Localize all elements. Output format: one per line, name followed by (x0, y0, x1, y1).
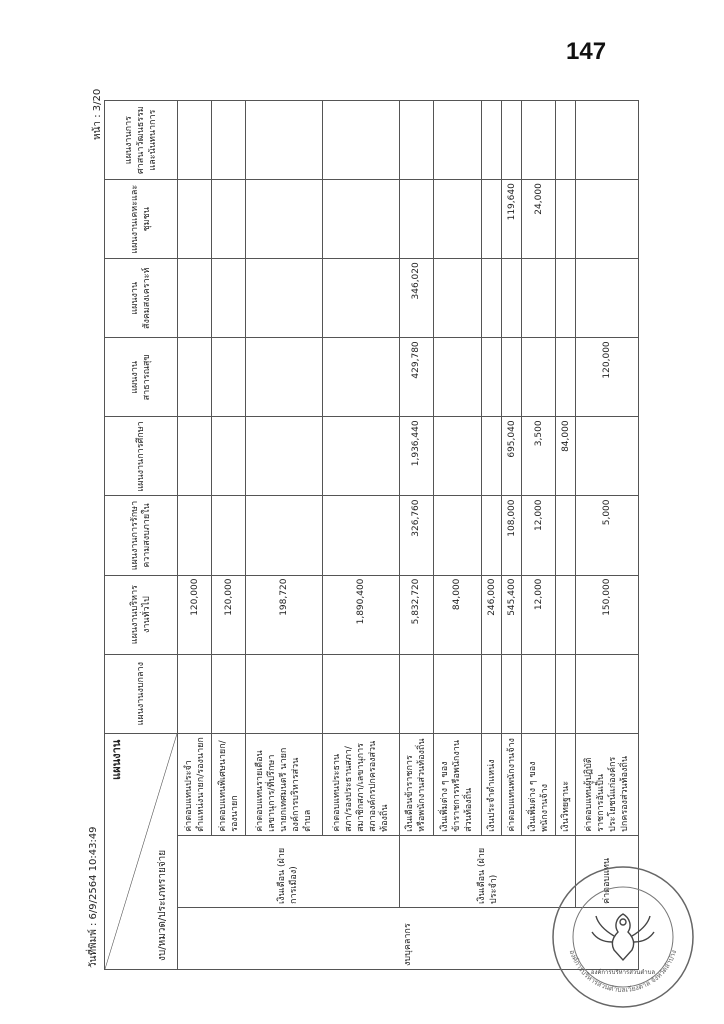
value-cell (556, 180, 576, 259)
value-cell (482, 417, 502, 496)
value-cell: 198,720 (246, 575, 323, 654)
value-cell (576, 417, 639, 496)
table-row (178, 101, 212, 970)
value-cell (178, 496, 212, 575)
value-cell (556, 496, 576, 575)
value-cell (502, 259, 522, 338)
row-label: เงินเพิ่มต่าง ๆ ของข้าราชการหรือพนักงานส่วนท้องถิ่น (433, 733, 481, 835)
row-label: ค่าตอบแทนผู้ปฏิบัติราชการอันเป็นประโยชน์แก่องค์กรปกครองส่วนท้องถิ่น (576, 733, 639, 835)
value-cell (178, 338, 212, 417)
column-header: แผนงานการศึกษา (105, 417, 178, 496)
value-cell: 246,000 (482, 575, 502, 654)
value-cell (323, 180, 400, 259)
group-salary-political-cell: เงินเดือน (ฝ่ายการเมือง) (178, 835, 400, 907)
value-cell (246, 101, 323, 180)
value-cell (482, 259, 502, 338)
page-indicator: หน้า : 3/20 (92, 88, 103, 140)
value-cell (399, 180, 433, 259)
column-header: แผนงานการรักษาความสงบภายใน (105, 496, 178, 575)
column-header: แผนงานสังคมสงเคราะห์ (105, 259, 178, 338)
value-cell (323, 417, 400, 496)
value-cell (482, 338, 502, 417)
value-cell (323, 496, 400, 575)
row-label: ค่าตอบแทนประธานสภา/รองประธานสภา/สมาชิกสภา/เลขานุการสภาองค์กรปกครองส่วนท้องถิ่น (323, 733, 400, 835)
print-date: วันที่พิมพ์ : 6/9/2564 10:43:49 (88, 826, 99, 968)
value-cell (556, 338, 576, 417)
value-cell (212, 338, 246, 417)
column-header: แผนงานการศาสนาวัฒนธรรม และนันทนาการ (105, 101, 178, 180)
value-cell (323, 654, 400, 733)
row-label: ค่าตอบแทนพิเศษนายก/รองนายก (212, 733, 246, 835)
value-cell (178, 417, 212, 496)
value-cell (522, 101, 556, 180)
value-cell: 120,000 (212, 575, 246, 654)
value-cell: 326,760 (399, 496, 433, 575)
row-label: ค่าตอบแทนประจำตำแหน่งนายก/รองนายก (178, 733, 212, 835)
value-cell: 150,000 (576, 575, 639, 654)
value-cell (178, 101, 212, 180)
value-cell: 108,000 (502, 496, 522, 575)
value-cell (178, 180, 212, 259)
value-cell (212, 180, 246, 259)
value-cell (576, 180, 639, 259)
value-cell (433, 180, 481, 259)
value-cell: 84,000 (556, 417, 576, 496)
value-cell (433, 101, 481, 180)
value-cell: 119,640 (502, 180, 522, 259)
value-cell (556, 654, 576, 733)
value-cell: 1,936,440 (399, 417, 433, 496)
value-cell (212, 496, 246, 575)
row-label: ค่าตอบแทนรายเดือนเลขานุการ/ที่ปรึกษานายกเทศมนตรี นายกองค์การบริหารส่วนตำบล (246, 733, 323, 835)
seal-center-text: องค์การบริหารส่วนตำบล (590, 969, 656, 976)
value-cell (246, 180, 323, 259)
header-category-label: งบ/หมวด/ประเภทรายจ่าย (157, 849, 168, 961)
value-cell: 84,000 (433, 575, 481, 654)
value-cell (323, 338, 400, 417)
budget-table-container (104, 100, 639, 970)
table-row (399, 101, 433, 970)
value-cell (556, 575, 576, 654)
value-cell (482, 101, 502, 180)
value-cell (178, 654, 212, 733)
group-salary-regular-cell: เงินเดือน (ฝ่ายประจำ) (399, 835, 576, 907)
row-label: เงินเพิ่มต่าง ๆ ของพนักงานจ้าง (522, 733, 556, 835)
value-cell (433, 496, 481, 575)
value-cell: 1,890,400 (323, 575, 400, 654)
header-plan-label: แผนงาน (110, 739, 123, 780)
value-cell (576, 654, 639, 733)
garuda-emblem-icon (592, 914, 654, 960)
official-seal-stamp (548, 862, 698, 1012)
budget-table (104, 100, 639, 970)
value-cell: 5,000 (576, 496, 639, 575)
value-cell (482, 496, 502, 575)
value-cell: 545,400 (502, 575, 522, 654)
column-header: แผนงานเคหะและชุมชน (105, 180, 178, 259)
value-cell: 429,780 (399, 338, 433, 417)
value-cell (433, 259, 481, 338)
group-budget-cell: งบบุคลากร (178, 907, 639, 969)
value-cell (212, 259, 246, 338)
page-number: 147 (566, 38, 607, 65)
value-cell (212, 417, 246, 496)
value-cell: 12,000 (522, 496, 556, 575)
value-cell (433, 338, 481, 417)
value-cell (323, 259, 400, 338)
row-label: ค่าตอบแทนพนักงานจ้าง (502, 733, 522, 835)
value-cell (522, 338, 556, 417)
value-cell: 695,040 (502, 417, 522, 496)
value-cell (178, 259, 212, 338)
value-cell (482, 180, 502, 259)
value-cell (502, 101, 522, 180)
header-row (105, 101, 178, 970)
value-cell (323, 101, 400, 180)
value-cell (522, 654, 556, 733)
value-cell (399, 654, 433, 733)
value-cell (433, 654, 481, 733)
group-other-cell: ค่าตอบแทน (576, 835, 639, 907)
value-cell (246, 417, 323, 496)
value-cell (482, 654, 502, 733)
value-cell (246, 338, 323, 417)
value-cell (212, 654, 246, 733)
value-cell: 3,500 (522, 417, 556, 496)
value-cell: 120,000 (576, 338, 639, 417)
value-cell (522, 259, 556, 338)
row-label: เงินเดือนข้าราชการ หรือพนักงานส่วนท้องถิ่น (399, 733, 433, 835)
value-cell: 346,020 (399, 259, 433, 338)
column-header: แผนงานงบกลาง (105, 654, 178, 733)
value-cell (576, 101, 639, 180)
row-label: เงินวิทยฐานะ (556, 733, 576, 835)
value-cell (556, 259, 576, 338)
seal-ring-textpath: องค์การบริหารส่วนตำบลเวียงตาล จังหวัดลำปาง (567, 948, 679, 994)
value-cell (246, 654, 323, 733)
value-cell (502, 338, 522, 417)
table-row (576, 101, 639, 970)
header-diagonal-cell (105, 733, 178, 969)
value-cell: 12,000 (522, 575, 556, 654)
value-cell (399, 101, 433, 180)
value-cell (246, 496, 323, 575)
column-header: แผนงานบริหารงานทั่วไป (105, 575, 178, 654)
value-cell: 24,000 (522, 180, 556, 259)
value-cell: 120,000 (178, 575, 212, 654)
value-cell: 5,832,720 (399, 575, 433, 654)
value-cell (433, 417, 481, 496)
row-label: เงินประจำตำแหน่ง (482, 733, 502, 835)
value-cell (576, 259, 639, 338)
value-cell (246, 259, 323, 338)
value-cell (212, 101, 246, 180)
value-cell (556, 101, 576, 180)
value-cell (502, 654, 522, 733)
column-header: แผนงานสาธารณสุข (105, 338, 178, 417)
